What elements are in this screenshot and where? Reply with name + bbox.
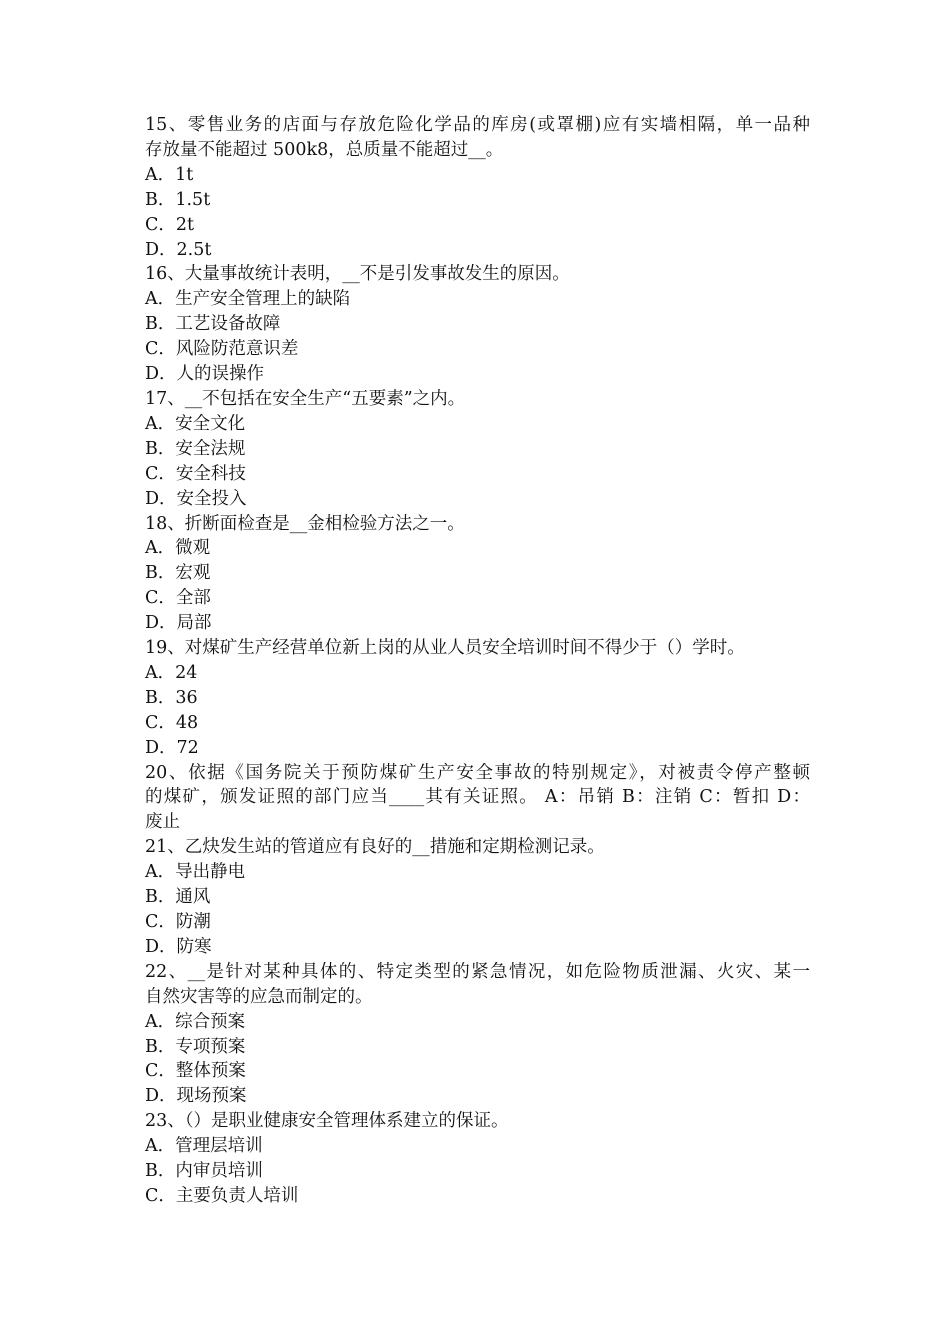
option-d: D．防寒 bbox=[145, 936, 212, 957]
option-a: A．导出静电 bbox=[145, 862, 246, 883]
option-a: A．综合预案 bbox=[145, 1011, 246, 1032]
option-c: C．全部 bbox=[145, 588, 211, 609]
option-b: B．安全法规 bbox=[145, 438, 246, 459]
option-d: D．安全投入 bbox=[145, 488, 247, 509]
question-19-text: 19、对煤矿生产经营单位新上岗的从业人员安全培训时间不得少于（）学时。 bbox=[145, 638, 745, 659]
option-c: C．防潮 bbox=[145, 912, 211, 932]
question-22-text-line-2: 自然灾害等的应急而制定的。 bbox=[145, 986, 373, 1007]
option-b: B．内审员培训 bbox=[145, 1161, 263, 1182]
option-c: C．整体预案 bbox=[145, 1061, 246, 1082]
question-16-text: 16、大量事故统计表明，__不是引发事故发生的原因。 bbox=[145, 264, 570, 285]
question-15-text-line-2: 存放量不能超过 500k8，总质量不能超过__。 bbox=[145, 139, 504, 160]
option-b: B．36 bbox=[145, 687, 198, 708]
option-b: B．通风 bbox=[145, 887, 211, 908]
option-c: C．48 bbox=[145, 712, 199, 733]
option-a: A．24 bbox=[145, 662, 198, 683]
question-20-text-line-2: 的煤矿，颁发证照的部门应当____其有关证照。 A：吊销 B：注销 C：暂扣 D： bbox=[145, 787, 810, 808]
option-a: A．管理层培训 bbox=[145, 1136, 263, 1157]
document-body bbox=[145, 113, 810, 1209]
option-d: D．72 bbox=[145, 737, 199, 758]
question-22-text-line-1: 22、__是针对某种具体的、特定类型的紧急情况，如危险物质泄漏、火灾、某一 bbox=[145, 961, 810, 982]
question-18-text: 18、折断面检查是__金相检验方法之一。 bbox=[145, 513, 465, 534]
option-a: A．生产安全管理上的缺陷 bbox=[145, 289, 351, 310]
option-d: D．局部 bbox=[145, 613, 212, 634]
option-b: B．专项预案 bbox=[145, 1036, 246, 1057]
option-a: A．微观 bbox=[145, 538, 211, 559]
option-c: C．2t bbox=[145, 214, 195, 235]
question-15-text-line-1: 15、零售业务的店面与存放危险化学品的库房(或罩棚)应有实墙相隔，单一品种 bbox=[145, 115, 810, 135]
question-21-text: 21、乙炔发生站的管道应有良好的__措施和定期检测记录。 bbox=[145, 837, 605, 858]
option-c: C．安全科技 bbox=[145, 463, 246, 484]
option-d: D．人的误操作 bbox=[145, 364, 265, 385]
option-b: B．宏观 bbox=[145, 563, 211, 584]
option-b: B．工艺设备故障 bbox=[145, 314, 281, 335]
option-a: A．安全文化 bbox=[145, 413, 246, 434]
option-c: C．风险防范意识差 bbox=[145, 339, 299, 360]
option-a: A．1t bbox=[145, 164, 194, 185]
option-d: D．2.5t bbox=[145, 239, 212, 260]
question-20-text-line-1: 20、依据《国务院关于预防煤矿生产安全事故的特别规定》，对被责令停产整顿 bbox=[145, 762, 810, 783]
option-c: C．主要负责人培训 bbox=[145, 1185, 299, 1206]
question-20-text-line-3: 废止 bbox=[145, 812, 180, 833]
question-17-text: 17、__不包括在安全生产“五要素”之内。 bbox=[145, 388, 466, 409]
option-d: D．现场预案 bbox=[145, 1086, 247, 1107]
question-23-text: 23、（）是职业健康安全管理体系建立的保证。 bbox=[145, 1111, 509, 1132]
option-b: B．1.5t bbox=[145, 189, 211, 210]
